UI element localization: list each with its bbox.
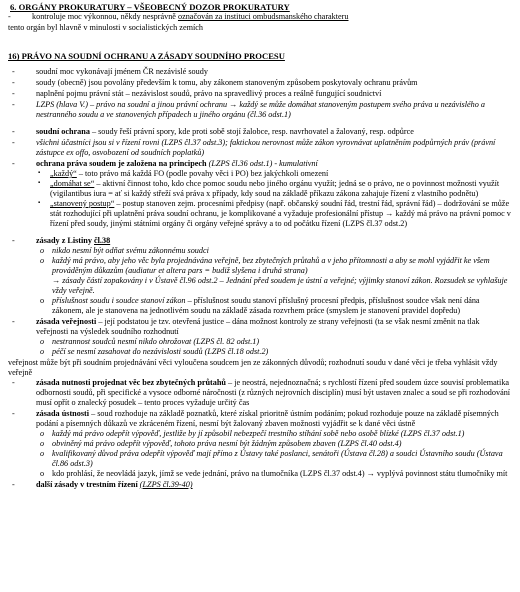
list-item: - další zásady v trestním řízení (LZPS čl.39-40): [8, 480, 512, 490]
list-item: ▪ „domáhat se“ – aktivní činnost toho, kdo chce pomoc soudu nebo jiného orgánu využít; jedná se o právo, ne o povinnost možnosti využít (vigilantibus iura = ať si každý střeží svá práva x případy, kdy soud na základě příkazu zákona zahajuje řízení z vlastního podnětu): [36, 179, 512, 199]
list-item: o kdo prohlásí, že neovládá jazyk, jímž se vede jednání, právo na tlumočníka (LZPS čl.37 odst.4) → vyplývá povinnost státu tlumočníky mít: [36, 469, 512, 479]
list-item: - soudy (obecně) jsou povolány především k tomu, aby zákonem stanoveným způsobem poskytovaly ochranu právům: [8, 78, 512, 88]
list-item: - ochrana práva soudem je založena na principech (LZPS čl.36 odst.1) - kumulativní ▪ „každý“ – toto právo má každá FO (podle povahy věci i PO) bez jakýchkoli omezení ▪ „domáhat se“ – aktivní činnost toho, kdo chce pomoc soudu nebo jiného orgánu využít; jedná se o právo, ne o povinnost možnosti využít (vigilantibus iura = ať si každý střeží svá práva x případy, kdy soud na základě příkazu zákona zahajuje řízení z vlastního podnětu) ▪ „stanovený postup“ – postup stanoven zejm. procesními předpisy (např. občanský soudní řád, trestní řád, správní řád) – dodržování se může stát rozhodující při uplatnění práva soudní ochranu, je komplikované a vyžaduje profesionální přístup → každý má právo na právní pomoc v řízení před soudy, jinými státními orgány či orgány veřejné správy a to od počátku řízení (LZPS čl.37 odst.2): [8, 159, 512, 229]
section-6-title: 6. ORGÁNY PROKURATURY – VŠEOBECNÝ DOZOR PROKURATURY: [10, 2, 290, 12]
section-6-list: [4, 12, 512, 22]
list-item: o péčí se nesmí zasahovat do nezávislosti soudů (LZPS čl.18 odst.2): [36, 347, 512, 357]
list-item: o každý má právo, aby jeho věc byla projednávána veřejně, bez zbytečných průtahů a v jeho přítomnosti a aby se mohl vyjádřit ke všem prováděným důkazům (audiatur et altera pars = budiž slyšena i druhá strana) → zásady částí zopakovány i v Ústavě čl.96 odst.2 – Jednání před soudem je ústní a veřejné; výjimky stanoví zákon. Rozsudek se vyhlašuje vždy veřejně.: [36, 256, 512, 296]
listina-principles: [36, 246, 512, 316]
list-item: o obviněný má právo odepřít výpověď, tohoto práva nesmí být žádným způsobem zbaven (LZPS čl.40 odst.4): [36, 439, 512, 449]
publicity-list: [36, 337, 512, 357]
list-item: - soudní ochrana – soudy řeší právní spory, kde proti sobě stojí žalobce, resp. navrhovatel a žalovaný, resp. odpůrce: [8, 127, 512, 137]
list-item: - zásady z Listiny čl.38 o nikdo nesmí být odňat svému zákonnému soudci o každý má právo, aby jeho věc byla projednávána veřejně, bez zbytečných průtahů a v jeho přítomnosti a aby se mohl vyjádřit ke všem prováděným důkazům (audiatur et altera pars = budiž slyšena i druhá strana) → zásady částí zopakovány i v Ústavě čl.96 odst.2 – Jednání před soudem je ústní a veřejné; výjimky stanoví zákon. Rozsudek se vyhlašuje vždy veřejně. o příslušnost soudu i soudce stanoví zákon – příslušnost soudu stanoví příslušný procesní předpis, příslušnost soudce však není dána zákonem, ale je stanovena na jednotlivém soudu na základě zásada rozvrhem práce (smyslem je stanovení pravidel dopředu): [8, 236, 512, 316]
list-item: - LZPS (hlava V.) – právo na soudní a jinou právní ochranu → každý se může domáhat stanoveným postupem svého práva u nezávislého a nestranného soudu a ve stanovených případech u jiného orgánu (čl.36 odst.1): [8, 100, 512, 120]
list-item: o nikdo nesmí být odňat svému zákonnému soudci: [36, 246, 512, 256]
list-item: - soudní moc vykonávají jménem ČR nezávislé soudy: [8, 67, 512, 77]
list-item: - všichni účastníci jsou si v řízení rovni (LZPS čl.37 odst.3); faktickou nerovnost může zákon vyrovnávat uplatněním podpůrných práv (právní zástupce ex offo, osvobození od soudních poplatků): [8, 138, 512, 158]
section-16-list-a: [8, 67, 512, 120]
list-item: - kontroluje moc výkonnou, někdy nesprávně označován za instituci ombudsmanského charakteru: [4, 12, 512, 22]
principles-list: [36, 169, 512, 229]
list-item: ▪ „stanovený postup“ – postup stanoven zejm. procesními předpisy (např. občanský soudní řád, trestní řád, správní řád) – dodržování se může stát rozhodující při uplatnění práva soudní ochranu, je komplikované a vyžaduje profesionální přístup → každý má právo na právní pomoc v řízení před soudy, jinými státními orgány či orgány veřejné správy a to od počátku řízení (LZPS čl.37 odst.2): [36, 199, 512, 229]
list-item: o příslušnost soudu i soudce stanoví zákon – příslušnost soudu stanoví příslušný procesní předpis, příslušnost soudce však není dána zákonem, ale je stanovena na jednotlivém soudu na základě zásada rozvrhem práce (smyslem je stanovení pravidel dopředu): [36, 296, 512, 316]
list-item: o nestrannost soudců nesmí nikdo ohrožovat (LZPS čl. 82 odst.1): [36, 337, 512, 347]
list-item: - zásada ústnosti – soud rozhoduje na základě poznatků, které získal prioritně ústním podáním; pokud rozhoduje pouze na základě písemných podání a písemných důkazů ve zkráceném řízení, nesmí být žalovaný zbaven možnosti vyjádřit se k dané věci ústně o každý má právo odepřít výpověď, jestliže by jí způsobil nebezpečí trestního stíhání sobě nebo osobě blízké (LZPS čl.37 odst.1) o obviněný má právo odepřít výpověď, tohoto práva nesmí být žádným způsobem zbaven (LZPS čl.40 odst.4) o kvalifikovaný důvod práva odepřít výpověď mají přímo z Ústavy také poslanci, senátoři (Ústava čl.28) a soudci Ústavního soudu (Ústava čl.86 odst.3) o kdo prohlásí, že neovládá jazyk, jímž se vede jednání, právo na tlumočníka (LZPS čl.37 odst.4) → vyplývá povinnost státu tlumočníky mít: [8, 409, 512, 479]
list-item: - naplnění pojmu právní stát – nezávislost soudů, právo na spravedlivý proces a reálně fungující soudnictví: [8, 89, 512, 99]
section-16-list-c: [8, 236, 512, 357]
list-item: - zásada veřejnosti – její podstatou je tzv. otevřená justice – dána možnost kontroly ze strany veřejnosti (ta se však nesmí změnit na tlak veřejnosti na výsledek soudního rozhodnutí o nestrannost soudců nesmí nikdo ohrožovat (LZPS čl. 82 odst.1) o péčí se nesmí zasahovat do nezávislosti soudů (LZPS čl.18 odst.2): [8, 317, 512, 357]
list-item: o každý má právo odepřít výpověď, jestliže by jí způsobil nebezpečí trestního stíhání sobě nebo osobě blízké (LZPS čl.37 odst.1): [36, 429, 512, 439]
list-item: - zásada nutnosti projednat věc bez zbytečných průtahů – je neostrá, nejednoznačná; s rychlostí řízení před soudem úzce souvisí problematika odbornosti soudů, při specifické a vysoce odborné náročnosti (z různých nejrovních disciplín) musí být ustaven znalec a soud se při rozhodování musí opřít o znalecký posudek – tento proces vyžaduje určitý čas: [8, 378, 512, 408]
list-item: o kvalifikovaný důvod práva odepřít výpověď mají přímo z Ústavy také poslanci, senátoři (Ústava čl.28) a soudci Ústavního soudu (Ústava čl.86 odst.3): [36, 449, 512, 469]
orality-list: [36, 429, 512, 479]
section-16-list-b: [8, 127, 512, 229]
list-item: ▪ „každý“ – toto právo má každá FO (podle povahy věci i PO) bez jakýchkoli omezení: [36, 169, 512, 179]
publicity-note: veřejnost může být při soudním projednávání věci vyloučena soudcem jen ze zákonných důvodů; rozhodnutí soudu v dané věci je třeba vyhlásit vždy veřejně: [8, 357, 498, 377]
section-6-note: tento orgán byl hlavně v minulosti v socialistických zemích: [8, 23, 203, 33]
section-16-list-d: [8, 378, 512, 490]
section-16-title: 16) PRÁVO NA SOUDNÍ OCHRANU A ZÁSADY SOUDNÍHO PROCESU: [8, 51, 285, 62]
